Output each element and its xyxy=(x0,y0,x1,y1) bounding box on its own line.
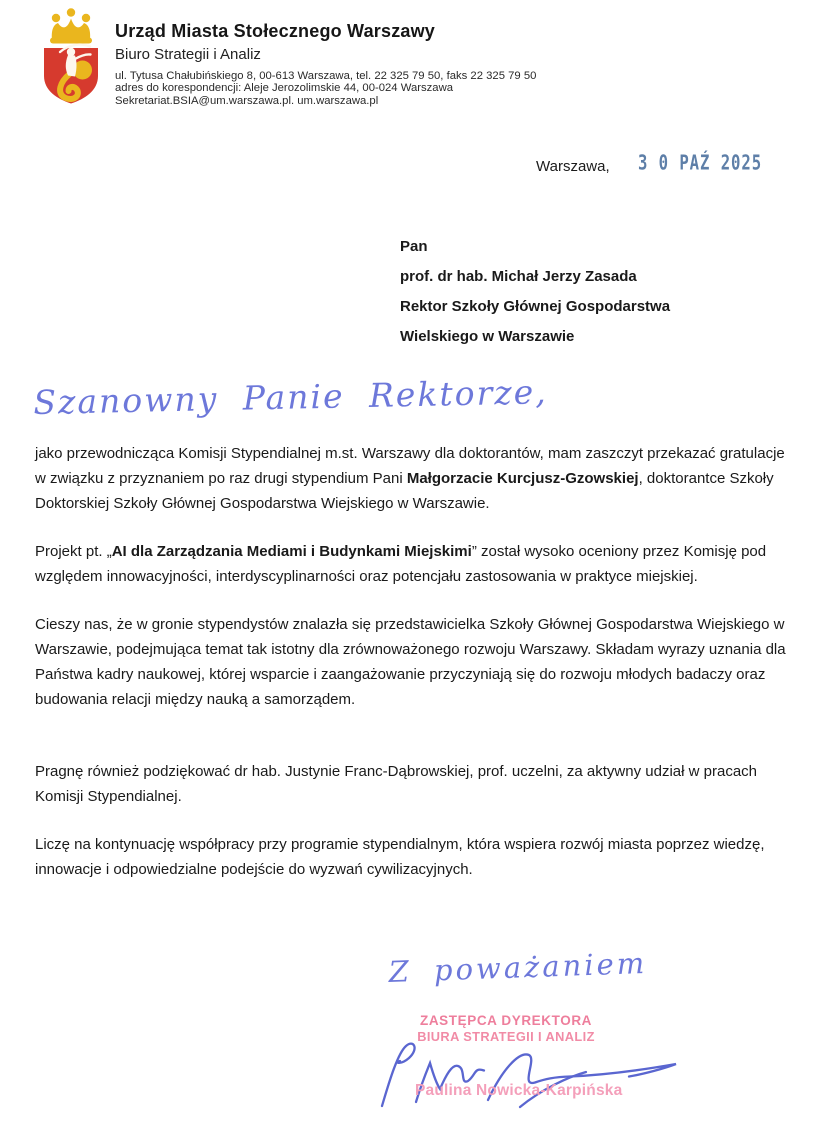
address-line-1: ul. Tytusa Chałubińskiego 8, 00-613 Warszawa, tel. 22 325 79 50, faks 22 325 79 50 xyxy=(115,70,537,82)
address-line-2: adres do korespondencji: Aleje Jerozolimskie 44, 00-024 Warszawa xyxy=(115,82,454,95)
signer-name: Paulina Nowicka-Karpińska xyxy=(415,1082,623,1099)
letter-body xyxy=(35,441,795,905)
paragraph: Liczę na kontynuację współpracy przy programie stypendialnym, która wspiera rozwój miasta poprzez wiedzę, innowacje i odpowiedzialne podejście do wyzwań cywilizacyjnych. xyxy=(35,836,765,878)
stamp-title-line: ZASTĘPCA DYREKTORA xyxy=(419,1013,593,1028)
address-line-3: Sekretariat.BSIA@um.warszawa.pl. um.warszawa.pl xyxy=(115,94,379,107)
warsaw-crest-logo xyxy=(35,7,107,107)
paragraph: Projekt pt. „AI dla Zarządzania Mediami i Budynkami Miejskimi” został wysoko oceniony przez Komisję pod względem innowacyjności, interdyscyplinarności oraz potencjału zastosowania w praktyce miejskiej. xyxy=(35,543,767,585)
department-name: Biuro Strategii i Analiz xyxy=(115,46,261,63)
dateline-city: Warszawa, xyxy=(536,158,610,175)
recipient-line: Wielskiego w Warszawie xyxy=(400,328,575,345)
org-name: Urząd Miasta Stołecznego Warszawy xyxy=(115,21,436,41)
recipient-line: Pan xyxy=(400,238,428,255)
crown-icon xyxy=(50,8,92,43)
recipient-block xyxy=(400,232,670,352)
paragraph: Pragnę również podziękować dr hab. Justynie Franc-Dąbrowskiej, prof. uczelni, za aktywny udział w pracach Komisji Stypendialnej. xyxy=(35,763,757,805)
handwritten-greeting: Szanowny Panie Rektorze, xyxy=(33,372,549,422)
handwritten-valediction: Z poważaniem xyxy=(388,945,648,989)
paragraph: Cieszy nas, że w gronie stypendystów znalazła się przedstawicielka Szkoły Głównej Gospodarstwa Wiejskiego w Warszawie, podejmująca temat tak istotny dla zrównoważonego rozwoju Warszawy. Składam wyrazy uznania dla Państwa kadry naukowej, której wsparcie i zaangażowanie przyczyniają się do rozwoju młodych badaczy oraz budowania relacji między nauką a samorządem. xyxy=(35,616,786,708)
recipient-line: prof. dr hab. Michał Jerzy Zasada xyxy=(400,268,637,285)
paragraph: jako przewodnicząca Komisji Stypendialnej m.st. Warszawy dla doktorantów, mam zaszczyt przekazać gratulacje w związku z przyznaniem po raz drugi stypendium Pani Małgorzacie Kurcjusz-Gzowskiej, doktorantce Szkoły Doktorskiej Szkoły Głównej Gospodarstwa Wiejskiego w Warszawie. xyxy=(35,445,785,512)
recipient-line: Rektor Szkoły Głównej Gospodarstwa xyxy=(400,298,671,315)
date-stamp: 3 0 PAŹ 2025 xyxy=(638,152,763,176)
stamp-title-line: BIURA STRATEGII I ANALIZ xyxy=(417,1029,595,1044)
letterhead xyxy=(115,21,536,107)
